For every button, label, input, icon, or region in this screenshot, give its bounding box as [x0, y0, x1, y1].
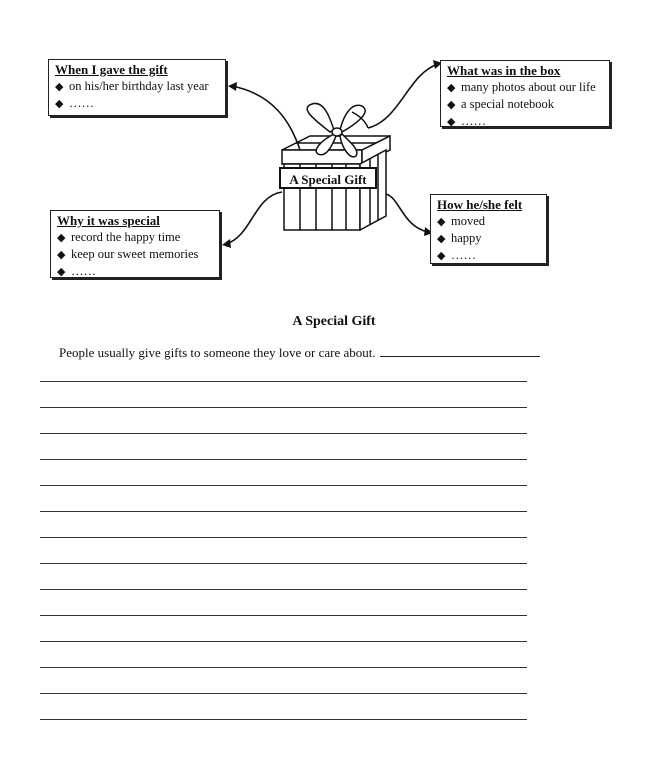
writing-line[interactable] [40, 485, 527, 486]
list-item: ◆ on his/her birthday last year [55, 79, 209, 93]
list-item: ◆ moved [437, 214, 486, 228]
node-title: When I gave the gift [55, 62, 168, 77]
writing-line[interactable] [40, 433, 527, 434]
list-item: ◆ …… [437, 248, 476, 262]
diamond-bullet-icon: ◆ [437, 216, 446, 228]
node-title: What was in the box [447, 63, 561, 78]
list-item: ◆ record the happy time [57, 230, 181, 244]
writing-line[interactable] [40, 589, 527, 590]
writing-line[interactable] [40, 667, 527, 668]
center-label: A Special Gift [279, 167, 377, 189]
arrow-to-what [368, 64, 438, 128]
diamond-bullet-icon: ◆ [57, 249, 66, 261]
diamond-bullet-icon: ◆ [437, 250, 446, 262]
diamond-bullet-icon: ◆ [447, 99, 456, 111]
list-item: ◆ …… [55, 96, 94, 110]
arrow-to-how [386, 194, 428, 232]
writing-line[interactable] [40, 537, 527, 538]
diamond-bullet-icon: ◆ [447, 116, 456, 128]
diamond-bullet-icon: ◆ [57, 232, 66, 244]
writing-line[interactable] [40, 641, 527, 642]
arrow-to-why [226, 192, 282, 244]
list-item: ◆ happy [437, 231, 482, 245]
list-item: ◆ many photos about our life [447, 80, 596, 94]
opening-sentence-row [59, 344, 540, 361]
writing-line[interactable] [40, 693, 527, 694]
diamond-bullet-icon: ◆ [437, 233, 446, 245]
writing-line[interactable] [40, 459, 527, 460]
node-why-it-was-special [50, 210, 220, 278]
diamond-bullet-icon: ◆ [55, 81, 64, 93]
diamond-bullet-icon: ◆ [57, 266, 66, 278]
writing-blank[interactable] [380, 344, 540, 357]
diamond-bullet-icon: ◆ [55, 98, 64, 110]
node-what-was-in-the-box [440, 60, 610, 127]
list-item: ◆ …… [57, 264, 96, 278]
node-title: Why it was special [57, 213, 160, 228]
opening-sentence: People usually give gifts to someone they love or care about. [59, 345, 376, 360]
writing-line[interactable] [40, 615, 527, 616]
arrow-to-when [232, 86, 300, 150]
node-title: How he/she felt [437, 197, 523, 212]
essay-title: A Special Gift [292, 314, 376, 329]
node-how-he-she-felt [430, 194, 547, 264]
writing-line[interactable] [40, 511, 527, 512]
node-when-i-gave-the-gift [48, 59, 226, 116]
writing-line[interactable] [40, 563, 527, 564]
list-item: ◆ keep our sweet memories [57, 247, 199, 261]
writing-line[interactable] [40, 407, 527, 408]
writing-line[interactable] [40, 381, 527, 382]
list-item: ◆ …… [447, 114, 486, 128]
list-item: ◆ a special notebook [447, 97, 555, 111]
diamond-bullet-icon: ◆ [447, 82, 456, 94]
writing-line[interactable] [40, 719, 527, 720]
